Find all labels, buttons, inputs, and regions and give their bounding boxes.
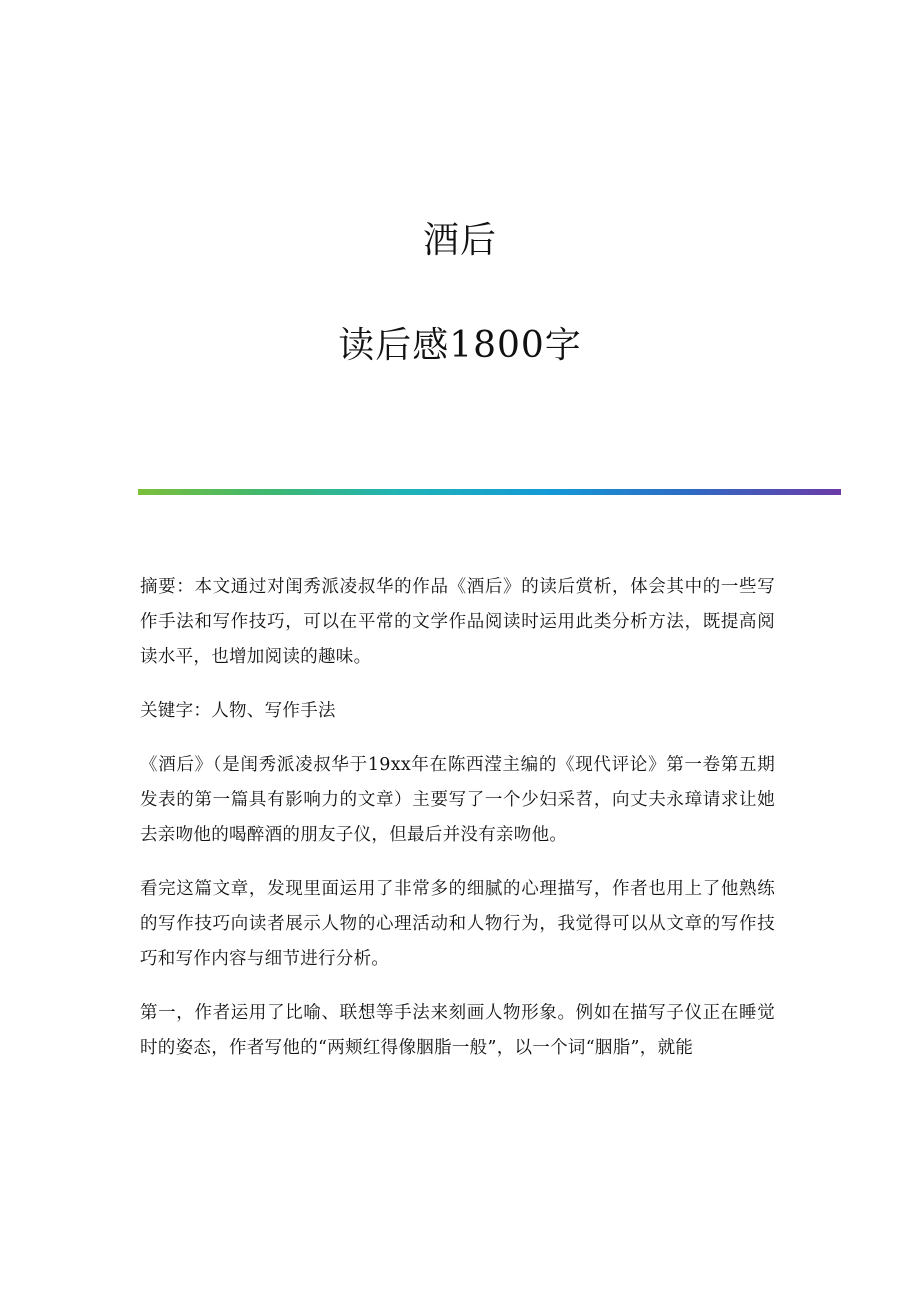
document-body bbox=[140, 570, 775, 1085]
abstract-paragraph: 摘要：本文通过对闺秀派凌叔华的作品《酒后》的读后赏析，体会其中的一些写作手法和写作技巧，可以在平常的文学作品阅读时运用此类分析方法，既提高阅读水平，也增加阅读的趣味。 bbox=[140, 577, 775, 667]
document-subtitle: 读后感1800字 bbox=[338, 325, 582, 366]
body-paragraph: 看完这篇文章，发现里面运用了非常多的细腻的心理描写，作者也用上了他熟练的写作技巧向读者展示人物的心理活动和人物行为，我觉得可以从文章的写作技巧和写作内容与细节进行分析。 bbox=[140, 879, 775, 969]
keywords-paragraph: 关键字：人物、写作手法 bbox=[140, 701, 336, 721]
document-title: 酒后 bbox=[422, 220, 497, 261]
gradient-divider bbox=[138, 489, 841, 495]
body-paragraph: 第一，作者运用了比喻、联想等手法来刻画人物形象。例如在描写子仪正在睡觉时的姿态，作者写他的“两颊红得像胭脂一般”，以一个词“胭脂”，就能 bbox=[140, 1003, 775, 1058]
body-paragraph: 《酒后》（是闺秀派凌叔华于19xx年在陈西滢主编的《现代评论》第一卷第五期发表的第一篇具有影响力的文章）主要写了一个少妇采苕，向丈夫永璋请求让她去亲吻他的喝醉酒的朋友子仪，但最后并没有亲吻他。 bbox=[140, 755, 775, 845]
